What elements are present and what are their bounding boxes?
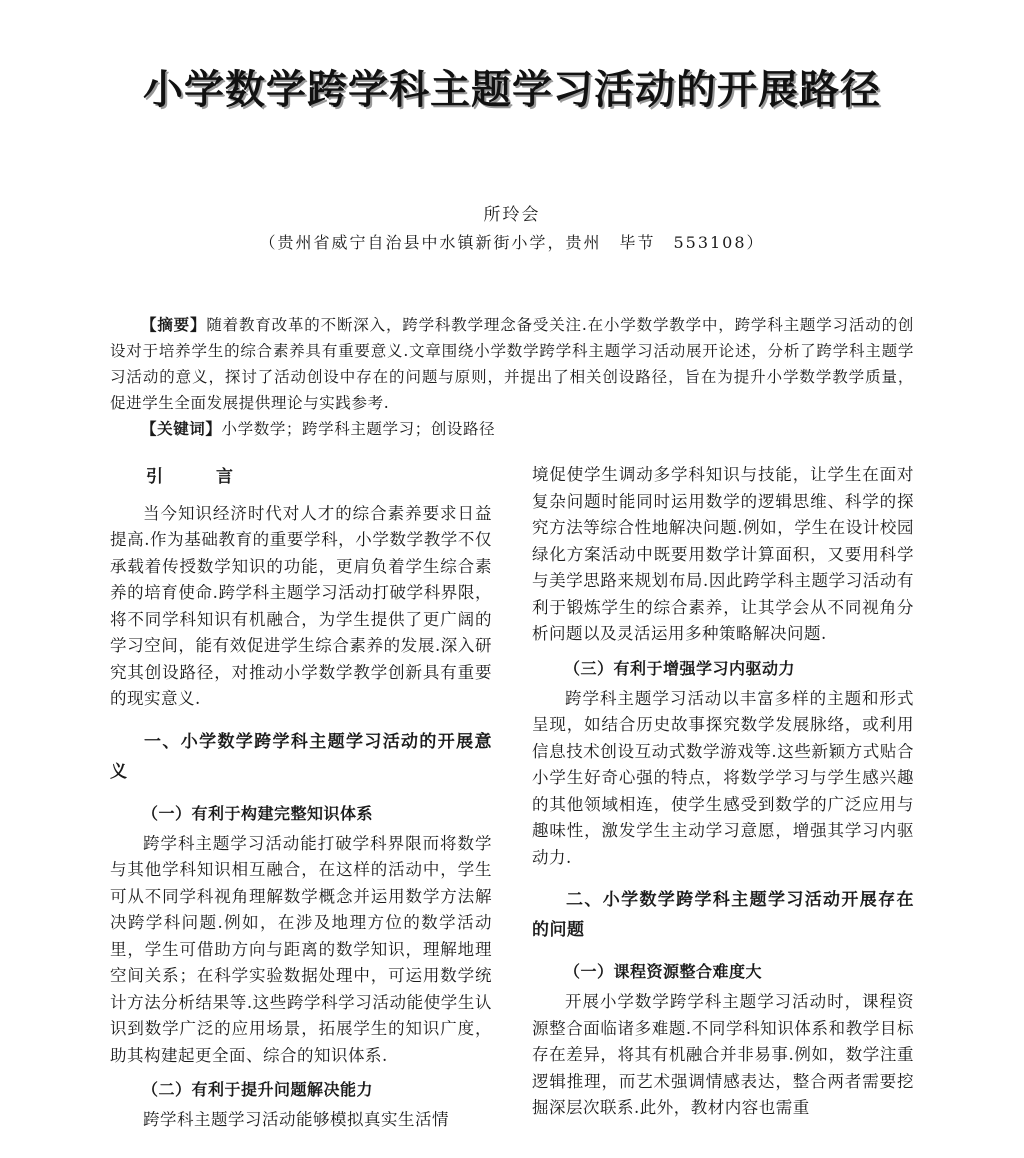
subsection1-paragraph: 跨学科主题学习活动能打破学科界限而将数学与其他学科知识相互融合，在这样的活动中，学生可从不同学科视角理解数学概念并运用数学方法解决跨学科问题.例如，在涉及地理方位的数学活动里，学生可借助方向与距离的数学知识，理解地理空间关系；在科学实验数据处理中，可运用数学统计方法分析结果等.这些跨学科学习活动能使学生认识到数学广泛的应用场景，拓展学生的知识广度，助其构建起更全面、综合的知识体系. <box>110 833 492 1065</box>
subsection2-paragraph-start: 跨学科主题学习活动能够模拟真实生活情 <box>143 1110 449 1129</box>
abstract-paragraph <box>110 312 914 416</box>
abstract-text: 随着教育改革的不断深入，跨学科教学理念备受关注.在小学数学教学中，跨学科主题学习活动的创设对于培养学生的综合素养具有重要意义.文章围绕小学数学跨学科主题学习活动展开论述，分析了跨学科主题学习活动的意义，探讨了活动创设中存在的问题与原则，并提出了相关创设路径，旨在为提升小学数学教学质量，促进学生全面发展提供理论与实践参考. <box>110 316 914 412</box>
left-column <box>110 462 492 1134</box>
keywords-paragraph <box>110 416 914 442</box>
subsection1-heading: （一）有利于构建完整知识体系 <box>142 803 374 823</box>
section1-heading: 一、小学数学跨学科主题学习活动的开展意义 <box>110 731 492 782</box>
subsection2-paragraph-cont: 境促使学生调动多学科知识与技能，让学生在面对复杂问题时能同时运用数学的逻辑思维、科学的探究方法等综合性地解决问题.例如，学生在设计校园绿化方案活动中既要用数学计算面积，又要用科学与美学思路来规划布局.因此跨学科主题学习活动有利于锻炼学生的综合素养，让其学会从不同视角分析问题以及灵活运用多种策略解决问题. <box>532 465 914 643</box>
subsection3-paragraph: 跨学科主题学习活动以丰富多样的主题和形式呈现，如结合历史故事探究数学发展脉络，或利用信息技术创设互动式数学游戏等.这些新颖方式贴合小学生好奇心强的特点，将数学学习与学生感兴趣的其他领域相连，使学生感受到数学的广泛应用与趣味性，激发学生主动学习意愿，增强其学习内驱动力. <box>532 688 914 867</box>
intro-heading: 引 言 <box>146 467 251 487</box>
section2-heading: 二、小学数学跨学科主题学习活动开展存在的问题 <box>532 890 914 940</box>
subsection3-heading: （三）有利于增强学习内驱动力 <box>564 658 796 678</box>
subsection4-heading: （一）课程资源整合难度大 <box>564 962 763 981</box>
keywords-label: 【关键词】 <box>141 420 222 438</box>
abstract-label: 【摘要】 <box>141 316 207 334</box>
author-name: 所玲会 <box>483 205 541 225</box>
author-affiliation: （贵州省威宁自治县中水镇新街小学，贵州 毕节 553108） <box>259 233 765 252</box>
keywords-text: 小学数学；跨学科主题学习；创设路径 <box>221 420 496 438</box>
subsection2-heading: （二）有利于提升问题解决能力 <box>142 1080 374 1099</box>
intro-paragraph: 当今知识经济时代对人才的综合素养要求日益提高.作为基础教育的重要学科，小学数学教学不仅承载着传授数学知识的功能，更肩负着学生综合素养的培育使命.跨学科主题学习活动打破学科界限，将不同学科知识有机融合，为学生提供了更广阔的学习空间，能有效促进学生综合素养的发展.深入研究其创设路径，对推动小学数学教学创新具有重要的现实意义. <box>110 503 492 708</box>
paper-title: 小学数学跨学科主题学习活动的开展路径 <box>143 67 881 113</box>
abstract-block <box>110 312 914 442</box>
subsection4-paragraph: 开展小学数学跨学科主题学习活动时，课程资源整合面临诸多难题.不同学科知识体系和教学目标存在差异，将其有机融合并非易事.例如，数学注重逻辑推理，而艺术强调情感表达，整合两者需要挖掘深层次联系.此外，教材内容也需重 <box>532 992 914 1117</box>
right-column <box>532 462 914 1122</box>
